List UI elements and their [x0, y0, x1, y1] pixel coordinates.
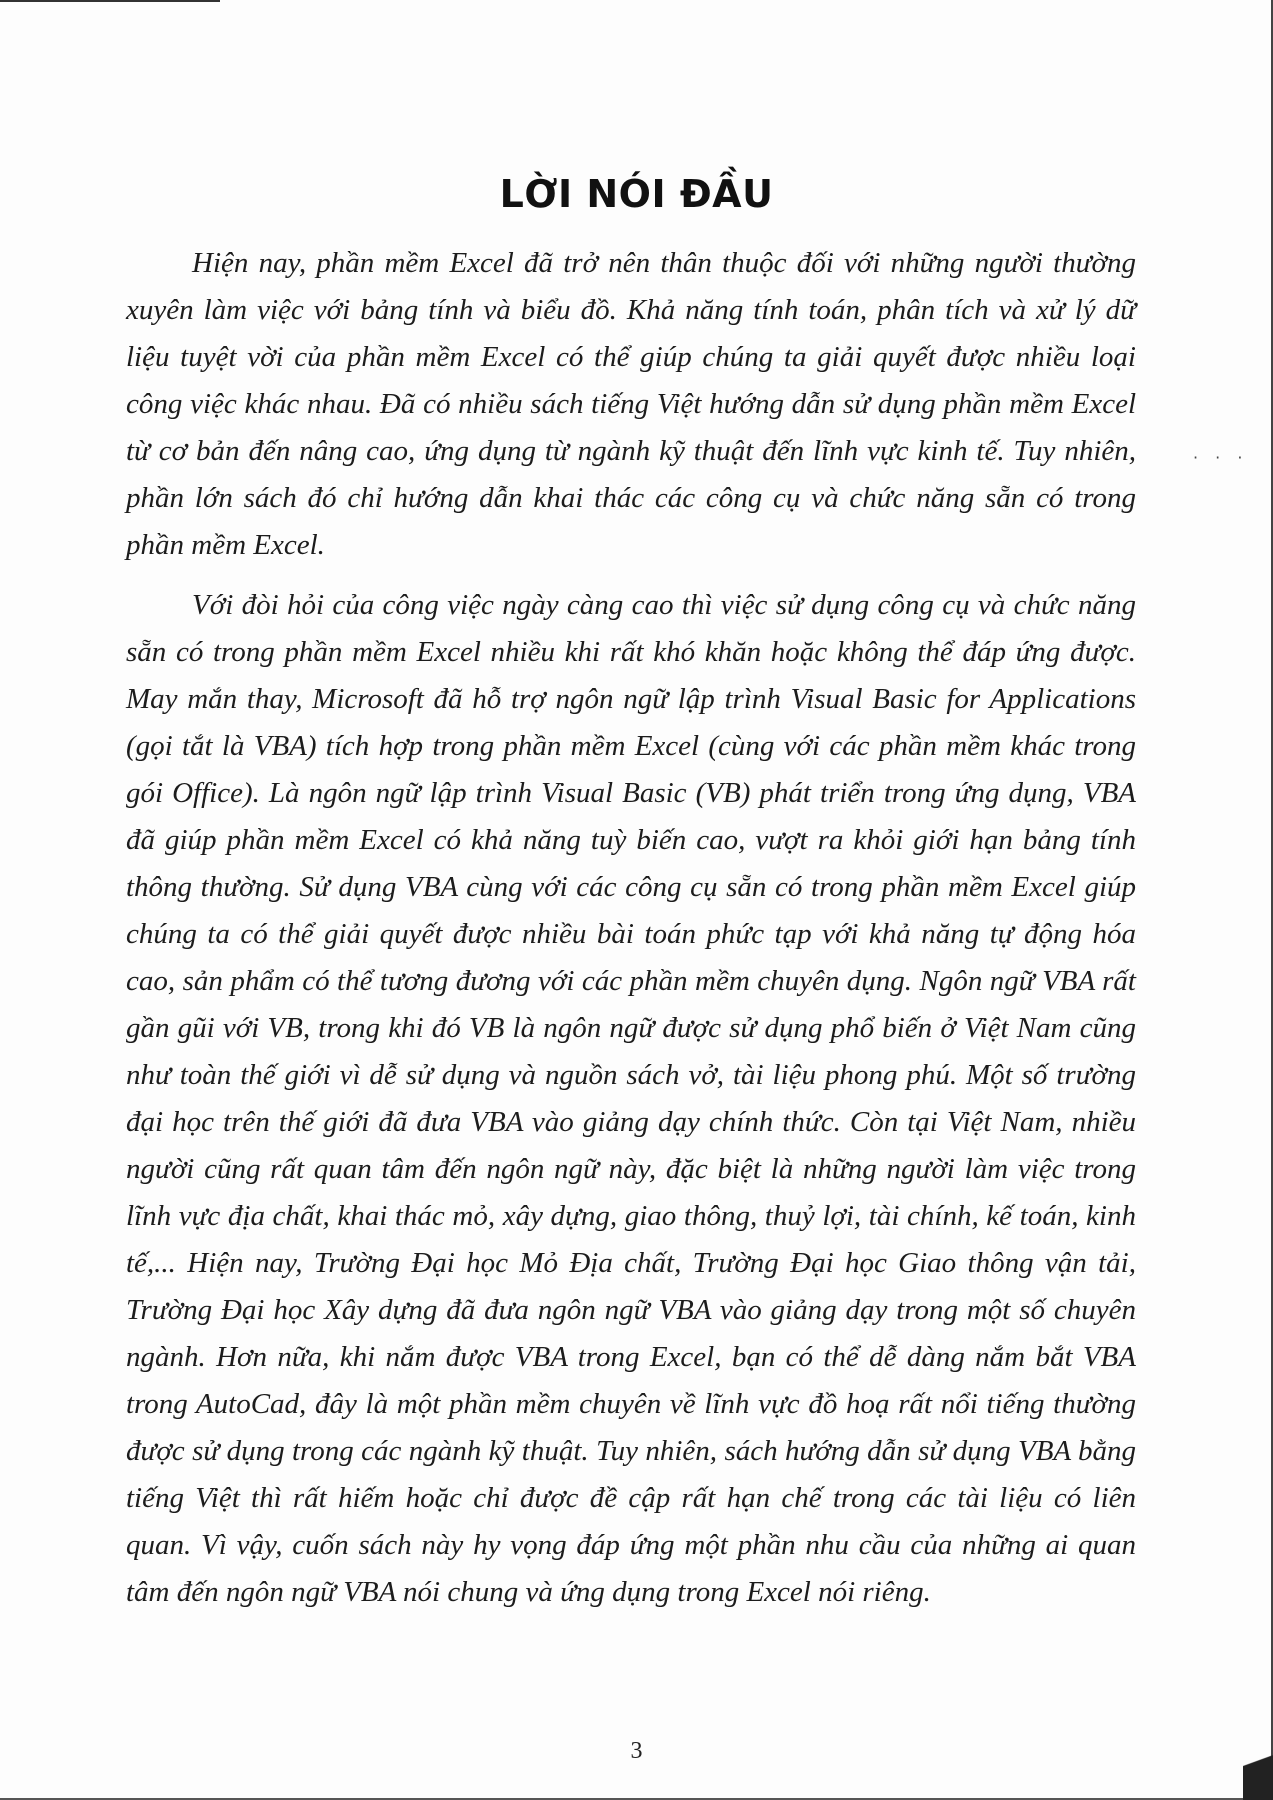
page-number: 3 — [630, 1738, 643, 1764]
preface-body — [126, 240, 1136, 1616]
page-title: LỜI NÓI ĐẦU — [499, 172, 774, 216]
scan-margin-marks: · · · — [1193, 448, 1249, 467]
paragraph-1: Hiện nay, phần mềm Excel đã trở nên thân thuộc đối với những người thường xuyên làm việc với bảng tính và biểu đồ. Khả năng tính toán, phân tích và xử lý dữ liệu tuyệt vời của phần mềm Excel có thể giúp chúng ta giải quyết được nhiều loại công việc khác nhau. Đã có nhiều sách tiếng Việt hướng dẫn sử dụng phần mềm Excel từ cơ bản đến nâng cao, ứng dụng từ ngành kỹ thuật đến lĩnh vực kinh tế. Tuy nhiên, phần lớn sách đó chỉ hướng dẫn khai thác các công cụ và chức năng sẵn có trong phần mềm Excel. — [126, 247, 1136, 561]
scan-edge-top — [0, 0, 220, 2]
paragraph-2: Với đòi hỏi của công việc ngày càng cao thì việc sử dụng công cụ và chức năng sẵn có trong phần mềm Excel nhiều khi rất khó khăn hoặc không thể đáp ứng được. May mắn thay, Microsoft đã hỗ trợ ngôn ngữ lập trình Visual Basic for Applications (gọi tắt là VBA) tích hợp trong phần mềm Excel (cùng với các phần mềm khác trong gói Office). Là ngôn ngữ lập trình Visual Basic (VB) phát triển trong ứng dụng, VBA đã giúp phần mềm Excel có khả năng tuỳ biến cao, vượt ra khỏi giới hạn bảng tính thông thường. Sử dụng VBA cùng với các công cụ sẵn có trong phần mềm Excel giúp chúng ta có thể giải quyết được nhiều bài toán phức tạp với khả năng tự động hóa cao, sản phẩm có thể tương đương với các phần mềm chuyên dụng. Ngôn ngữ VBA rất gần gũi với VB, trong khi đó VB là ngôn ngữ được sử dụng phổ biến ở Việt Nam cũng như toàn thế giới vì dễ sử dụng và nguồn sách vở, tài liệu phong phú. Một số trường đại học trên thế giới đã đưa VBA vào giảng dạy chính thức. Còn tại Việt Nam, nhiều người cũng rất quan tâm đến ngôn ngữ này, đặc biệt là những người làm việc trong lĩnh vực địa chất, khai thác mỏ, xây dựng, giao thông, thuỷ lợi, tài chính, kế toán, kinh tế,... Hiện nay, Trường Đại học Mỏ Địa chất, Trường Đại học Giao thông vận tải, Trường Đại học Xây dựng đã đưa ngôn ngữ VBA vào giảng dạy trong một số chuyên ngành. Hơn nữa, khi nắm được VBA trong Excel, bạn có thể dễ dàng nắm bắt VBA trong AutoCad, đây là một phần mềm chuyên về lĩnh vực đồ hoạ rất nổi tiếng thường được sử dụng trong các ngành kỹ thuật. Tuy nhiên, sách hướng dẫn sử dụng VBA bằng tiếng Việt thì rất hiếm hoặc chỉ được đề cập rất hạn chế trong các tài liệu có liên quan. Vì vậy, cuốn sách này hy vọng đáp ứng một phần nhu cầu của những ai quan tâm đến ngôn ngữ VBA nói chung và ứng dụng trong Excel nói riêng. — [126, 589, 1136, 1608]
